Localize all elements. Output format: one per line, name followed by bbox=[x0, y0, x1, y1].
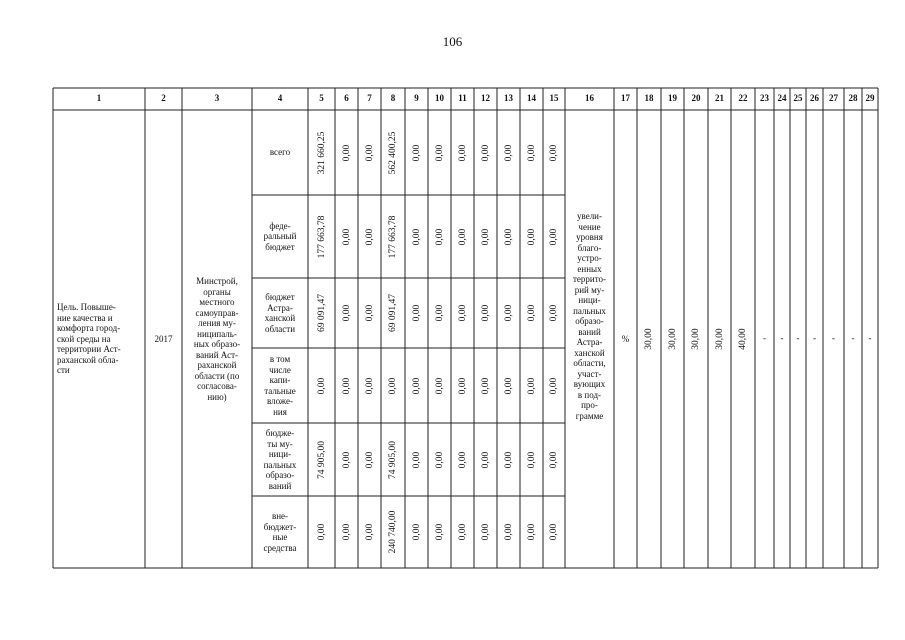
row-value: 177 663,78 bbox=[388, 215, 398, 258]
target-value: 30,00 bbox=[714, 328, 725, 350]
column-header: 18 bbox=[644, 93, 654, 103]
row-value: 0,00 bbox=[457, 304, 468, 322]
row-value: 0,00 bbox=[341, 451, 352, 468]
row-value: 0,00 bbox=[480, 377, 491, 394]
column-header: 5 bbox=[319, 93, 324, 103]
row-value: 74 905,00 bbox=[316, 440, 327, 479]
column-header: 25 bbox=[793, 93, 803, 103]
column-header: 4 bbox=[277, 93, 283, 103]
column-header: 26 bbox=[810, 93, 819, 103]
row-label: бюдже- ты му- ници- пальных образо- ваний bbox=[263, 428, 297, 491]
row-value: 0,00 bbox=[434, 523, 445, 541]
row-value: 0,00 bbox=[457, 228, 468, 245]
row-value: 0,00 bbox=[503, 377, 514, 394]
column-header: 12 bbox=[481, 93, 490, 103]
column-header: 16 bbox=[585, 93, 594, 103]
column-header: 7 bbox=[367, 93, 372, 103]
column-header: 20 bbox=[691, 93, 701, 103]
row-value: 0,00 bbox=[341, 144, 352, 161]
row-value: 0,00 bbox=[526, 377, 537, 394]
column-header: 21 bbox=[715, 93, 724, 103]
column-header: 8 bbox=[390, 93, 396, 103]
row-value: 0,00 bbox=[364, 377, 375, 394]
unit-cell: % bbox=[621, 333, 630, 344]
row-value: 0,00 bbox=[480, 304, 491, 322]
row-value: 0,00 bbox=[526, 523, 537, 541]
row-value: 0,00 bbox=[457, 144, 468, 161]
row-value: 0,00 bbox=[411, 523, 422, 541]
row-value: 0,00 bbox=[411, 377, 422, 394]
column-header: 10 bbox=[435, 93, 444, 103]
row-value: 0,00 bbox=[480, 523, 491, 541]
row-value: 0,00 bbox=[364, 304, 375, 322]
row-label: вне- бюджет- ные средства bbox=[263, 511, 297, 553]
row-value: 0,00 bbox=[480, 144, 491, 161]
column-header: 9 bbox=[414, 93, 419, 103]
row-value: 177 663,78 bbox=[316, 215, 327, 258]
row-value: 0,00 bbox=[364, 144, 375, 161]
target-value: 30,00 bbox=[667, 328, 678, 350]
row-value: 0,00 bbox=[316, 523, 327, 541]
row-value: 0,00 bbox=[364, 228, 375, 245]
row-value: 0,00 bbox=[503, 451, 514, 468]
dash-value: - bbox=[813, 333, 816, 343]
row-value: 0,00 bbox=[480, 451, 491, 468]
row-value: 321 660,25 bbox=[316, 131, 327, 174]
row-label: всего bbox=[269, 147, 291, 158]
column-header: 29 bbox=[865, 93, 875, 103]
row-value: 0,00 bbox=[549, 523, 559, 541]
row-value: 0,00 bbox=[503, 228, 514, 245]
row-value: 0,00 bbox=[364, 451, 375, 468]
column-header: 28 bbox=[848, 93, 858, 103]
column-header: 2 bbox=[161, 93, 166, 103]
row-value: 0,00 bbox=[411, 304, 422, 322]
row-value: 0,00 bbox=[341, 523, 352, 541]
column-header: 3 bbox=[214, 93, 220, 103]
column-header: 13 bbox=[504, 93, 513, 103]
column-header: 14 bbox=[527, 93, 536, 103]
row-value: 0,00 bbox=[341, 377, 352, 394]
year-cell: 2017 bbox=[154, 333, 173, 344]
page-number: 106 bbox=[442, 34, 463, 49]
row-value: 0,00 bbox=[411, 144, 422, 161]
column-header: 17 bbox=[621, 93, 630, 103]
row-value: 0,00 bbox=[341, 304, 352, 322]
target-value: 40,00 bbox=[738, 328, 748, 350]
column-header: 27 bbox=[829, 93, 838, 103]
column-header: 15 bbox=[549, 93, 559, 103]
dash-value: - bbox=[780, 333, 784, 343]
row-value: 0,00 bbox=[526, 144, 537, 161]
indicator-cell: увели- чение уровня благо- устро- енных террито- рий му- ници- пальных образо- ваний Астра- ханской области, участ- вующих в под- про- грамме bbox=[572, 211, 607, 421]
row-label: бюджет Астра- ханской области bbox=[264, 292, 296, 334]
row-value: 0,00 bbox=[549, 304, 559, 322]
target-value: 30,00 bbox=[644, 328, 654, 350]
row-value: 0,00 bbox=[549, 451, 559, 468]
row-value: 0,00 bbox=[503, 144, 514, 161]
row-value: 0,00 bbox=[341, 228, 352, 245]
row-value: 74 905,00 bbox=[388, 440, 398, 479]
dash-value: - bbox=[851, 333, 855, 343]
column-header: 1 bbox=[96, 93, 102, 103]
row-value: 0,00 bbox=[549, 228, 559, 245]
column-header: 11 bbox=[458, 93, 467, 103]
row-value: 0,00 bbox=[434, 451, 445, 468]
target-value: 30,00 bbox=[691, 328, 701, 350]
dash-value: - bbox=[832, 333, 835, 343]
row-value: 0,00 bbox=[411, 451, 422, 468]
row-value: 69 091,47 bbox=[388, 294, 398, 332]
row-value: 0,00 bbox=[411, 228, 422, 245]
column-header: 6 bbox=[344, 93, 349, 103]
column-header: 24 bbox=[777, 93, 787, 103]
row-value: 0,00 bbox=[388, 377, 398, 394]
dash-value: - bbox=[796, 333, 800, 343]
row-value: 0,00 bbox=[526, 304, 537, 322]
row-value: 0,00 bbox=[526, 228, 537, 245]
column-header: 19 bbox=[668, 93, 677, 103]
row-value: 562 400,25 bbox=[388, 131, 398, 174]
row-value: 0,00 bbox=[434, 228, 445, 245]
row-value: 0,00 bbox=[526, 451, 537, 468]
row-value: 0,00 bbox=[316, 377, 327, 394]
row-value: 69 091,47 bbox=[316, 294, 327, 332]
row-value: 0,00 bbox=[457, 523, 468, 541]
row-value: 240 740,00 bbox=[388, 510, 398, 554]
row-value: 0,00 bbox=[457, 451, 468, 468]
column-header: 22 bbox=[738, 93, 748, 103]
executor-cell: Минстрой, органы местного самоуправ- ления му- ниципаль- ных образо- ваний Аст- раханской области (по согласова- нию) bbox=[193, 276, 241, 402]
goal-cell: Цель. Повыше- ние качества и комфорта город- ской среды на территории Аст- раханской обла- сти bbox=[57, 302, 121, 376]
row-value: 0,00 bbox=[503, 523, 514, 541]
row-value: 0,00 bbox=[457, 377, 468, 394]
row-value: 0,00 bbox=[364, 523, 375, 541]
row-value: 0,00 bbox=[503, 304, 514, 322]
row-value: 0,00 bbox=[434, 304, 445, 322]
row-value: 0,00 bbox=[434, 377, 445, 394]
column-header: 23 bbox=[760, 93, 769, 103]
row-value: 0,00 bbox=[549, 144, 559, 161]
row-value: 0,00 bbox=[549, 377, 559, 394]
row-label: в том числе капи- тальные вложе- ния bbox=[264, 354, 296, 417]
dash-value: - bbox=[868, 333, 872, 343]
row-value: 0,00 bbox=[434, 144, 445, 161]
dash-value: - bbox=[763, 333, 766, 343]
row-label: феде- ральный бюджет bbox=[263, 220, 297, 252]
row-value: 0,00 bbox=[480, 228, 491, 245]
